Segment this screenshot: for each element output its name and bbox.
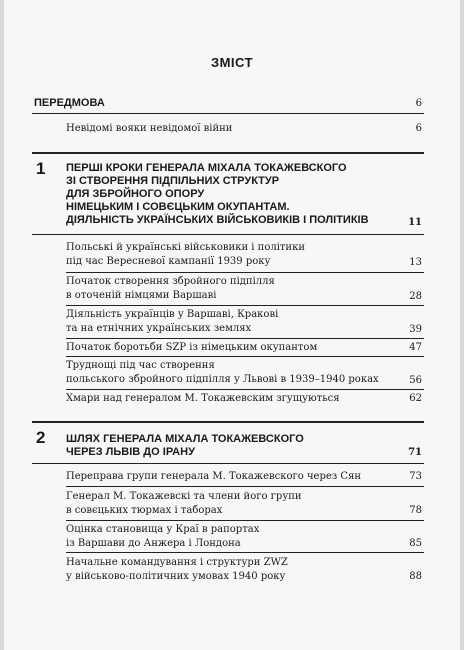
divider — [32, 463, 424, 464]
page-title: ЗМІСТ — [210, 55, 254, 70]
chapter-title-line: ПЕРШІ КРОКИ ГЕНЕРАЛА МІХАЛА ТОКАЖЕВСКОГО — [66, 162, 347, 174]
chapter-title-line: ЧЕРЕЗ ЛЬВІВ ДО ІРАНУ — [66, 446, 195, 458]
toc-entry-label: Діяльність українців у Варшаві, Кракові — [66, 309, 279, 320]
toc-entry-page: 88 — [409, 571, 422, 582]
toc-entry-label: польського збройного підпілля у Львові в 1939–1940 роках — [66, 374, 379, 385]
toc-entry-page: 47 — [409, 342, 422, 353]
toc-entry-label: Початок боротьби SZP із німецьким окупантом — [66, 342, 318, 353]
toc-page — [4, 0, 460, 650]
toc-entry-page: 56 — [409, 375, 422, 386]
divider — [32, 234, 424, 235]
toc-entry-page: 28 — [409, 291, 422, 302]
chapter-divider — [32, 421, 424, 423]
toc-entry-label: Початок створення збройного підпілля — [66, 276, 275, 287]
chapter-title-line: ШЛЯХ ГЕНЕРАЛА МІХАЛА ТОКАЖЕВСКОГО — [66, 433, 304, 445]
divider — [32, 113, 424, 114]
divider — [66, 552, 424, 553]
toc-entry-label: Оцінка становища у Краї в рапортах — [66, 524, 260, 535]
toc-entry-label: у військово-політичних умовах 1940 року — [66, 571, 286, 582]
toc-entry-label: та на етнічних українських землях — [66, 323, 252, 334]
chapter-divider — [32, 152, 424, 154]
toc-entry-label: під час Вересневої кампанії 1939 року — [66, 256, 271, 267]
divider — [66, 520, 424, 521]
toc-entry-page: 6 — [415, 123, 422, 134]
toc-entry-page: 62 — [409, 393, 422, 404]
divider — [66, 486, 424, 487]
toc-entry-label: Переправа групи генерала М. Токажевского через Сян — [66, 471, 362, 482]
preface-page: 6 — [415, 98, 422, 109]
toc-entry-page: 78 — [409, 505, 422, 516]
chapter-title-line: ДІЯЛЬНІСТЬ УКРАЇНСЬКИХ ВІЙСЬКОВИКІВ І ПОЛІТИКІВ — [66, 214, 369, 226]
toc-entry-label: Генерал М. Токажевскі та члени його групи — [66, 491, 302, 502]
divider — [66, 272, 424, 273]
chapter-number: 2 — [36, 428, 46, 447]
chapter-title-line: ДЛЯ ЗБРОЙНОГО ОПОРУ — [66, 188, 205, 200]
toc-entry-label: в оточеній німцями Варшаві — [66, 290, 217, 301]
chapter-page: 11 — [408, 217, 422, 228]
chapter-title-line: ЗІ СТВОРЕННЯ ПІДПІЛЬНИХ СТРУКТУР — [66, 175, 280, 187]
toc-entry-page: 85 — [409, 538, 422, 549]
toc-entry-label: в совєцьких тюрмах і таборах — [66, 505, 223, 516]
chapter-title-line: НІМЕЦЬКИМ І СОВЄЦЬКИМ ОКУПАНТАМ. — [66, 201, 290, 213]
divider — [66, 305, 424, 306]
divider — [66, 389, 424, 390]
preface-heading: ПЕРЕДМОВА — [34, 97, 105, 109]
toc-entry-label: Хмари над генералом М. Токажевским згущуються — [66, 393, 340, 404]
toc-entry-page: 13 — [409, 257, 422, 268]
toc-entry-page: 39 — [409, 324, 422, 335]
chapter-number: 1 — [36, 159, 46, 178]
divider — [66, 338, 424, 339]
toc-entry-label: Начальне командування і структури ZWZ — [66, 557, 288, 568]
toc-entry-label: Труднощі під час створення — [66, 360, 215, 371]
toc-entry-label: із Варшави до Анжера і Лондона — [66, 538, 241, 549]
toc-entry-label: Невідомі вояки невідомої війни — [66, 123, 233, 134]
toc-entry-label: Польські й українські військовики і політики — [66, 242, 306, 253]
chapter-page: 71 — [408, 447, 422, 458]
divider — [66, 356, 424, 357]
toc-entry-page: 73 — [409, 471, 422, 482]
